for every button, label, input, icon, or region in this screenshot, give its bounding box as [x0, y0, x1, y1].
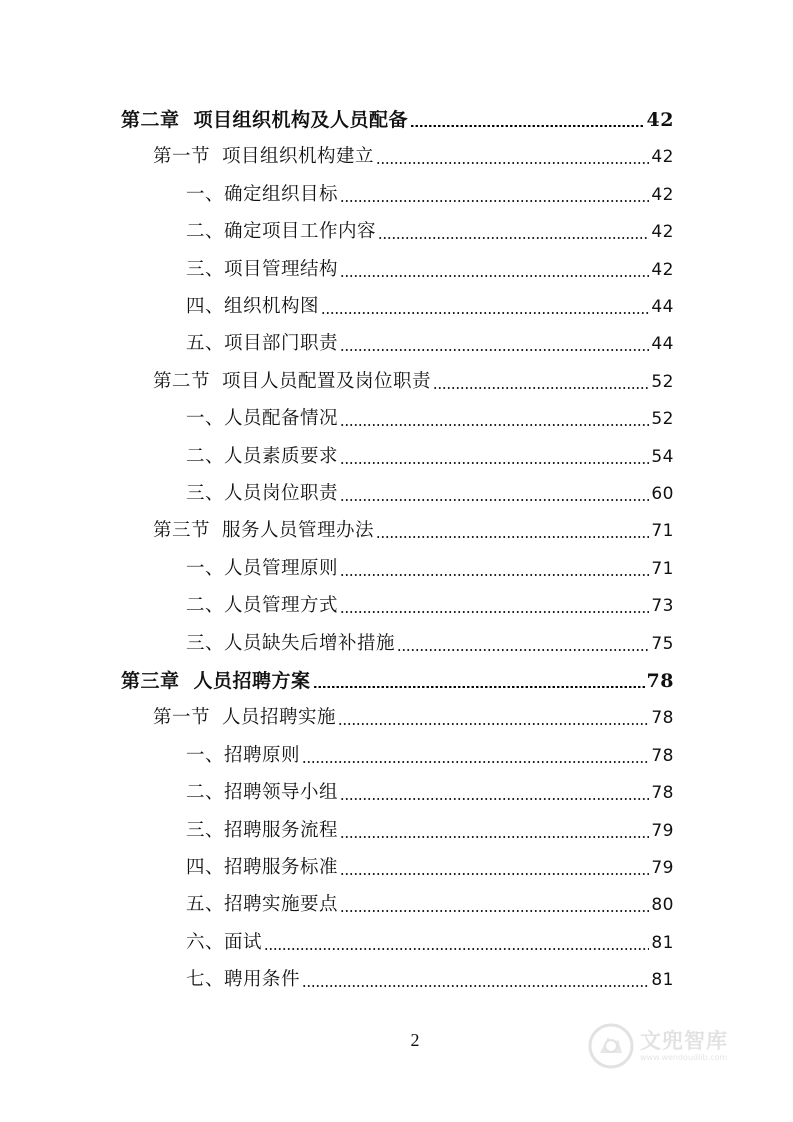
- toc-entry-chapter[interactable]: [121, 102, 674, 132]
- toc-entry-title: [186, 632, 395, 656]
- toc-entry-title: [186, 856, 338, 880]
- toc-entry-title: [186, 931, 262, 955]
- toc-entry-text: 项目组织机构及人员配备: [193, 109, 409, 131]
- toc-entry-page: 54: [651, 446, 674, 467]
- toc-entry-title: [186, 893, 338, 917]
- toc-entry-text: 项目人员配置及岗位职责: [222, 370, 432, 392]
- toc-dot-leader: [340, 798, 649, 800]
- page-number: 2: [410, 1030, 420, 1050]
- toc-entry-number: 第一节: [153, 707, 211, 729]
- toc-entry-number: 第一节: [153, 146, 211, 168]
- toc-dot-leader: [340, 611, 649, 613]
- toc-entry-text: 一、招聘原则: [186, 744, 301, 766]
- toc-entry-item[interactable]: [186, 401, 674, 431]
- toc-entry-page: 42: [646, 109, 674, 131]
- toc-entry-item[interactable]: [186, 962, 674, 992]
- toc-dot-leader: [340, 275, 649, 277]
- toc-entry-title: [186, 557, 338, 581]
- toc-entry-text: 项目组织机构建立: [222, 146, 375, 168]
- toc-dot-leader: [433, 387, 649, 389]
- toc-dot-leader: [340, 462, 649, 464]
- toc-entry-page: 81: [651, 932, 674, 953]
- toc-entry-title: [186, 482, 338, 506]
- toc-entry-title: [186, 295, 319, 319]
- toc-entry-page: 78: [651, 783, 674, 804]
- toc-entry-text: 三、人员缺失后增补措施: [186, 632, 396, 654]
- toc-entry-text: 五、招聘实施要点: [186, 894, 339, 916]
- toc-entry-page: 78: [651, 745, 674, 766]
- toc-entry-title: [186, 445, 338, 469]
- toc-dot-leader: [340, 836, 649, 838]
- toc-entry-page: 78: [646, 670, 674, 692]
- toc-entry-text: 四、招聘服务标准: [186, 857, 339, 878]
- toc-entry-page: 71: [651, 558, 674, 579]
- toc-entry-page: 75: [651, 633, 674, 654]
- toc-dot-leader: [302, 761, 649, 763]
- toc-dot-leader: [376, 536, 649, 538]
- toc-dot-leader: [340, 499, 649, 501]
- toc-entry-text: 一、确定组织目标: [186, 183, 339, 205]
- toc-entry-text: 二、招聘领导小组: [186, 782, 339, 804]
- toc-dot-leader: [302, 985, 649, 987]
- toc-entry-text: 一、人员管理原则: [186, 557, 339, 579]
- toc-entry-number: 第二节: [153, 370, 211, 392]
- toc-entry-item[interactable]: [186, 850, 674, 880]
- toc-entry-page: 71: [651, 521, 674, 542]
- toc-dot-leader: [340, 200, 649, 202]
- toc-dot-leader: [340, 910, 649, 912]
- toc-entry-title: [186, 781, 338, 805]
- toc-entry-title: [186, 407, 338, 431]
- toc-entry-title: [121, 108, 408, 132]
- toc-entry-text: 五、项目部门职责: [186, 333, 339, 355]
- toc-entry-item[interactable]: [186, 775, 674, 805]
- toc-dot-leader: [340, 574, 649, 576]
- toc-entry-page: 42: [651, 184, 674, 205]
- toc-entry-text: 四、组织机构图: [186, 296, 320, 317]
- toc-dot-leader: [397, 649, 649, 651]
- toc-entry-page: 42: [651, 147, 674, 168]
- toc-entry-title: [153, 370, 431, 394]
- toc-entry-text: 二、人员管理方式: [186, 595, 339, 617]
- toc-entry-text: 三、项目管理结构: [186, 258, 339, 280]
- toc-entry-title: [186, 968, 300, 992]
- toc-entry-page: 44: [651, 334, 674, 355]
- toc-entry-page: 78: [651, 708, 674, 729]
- toc-entry-text: 七、聘用条件: [186, 969, 301, 991]
- toc-dot-leader: [340, 349, 649, 351]
- toc-entry-item[interactable]: [186, 439, 674, 469]
- watermark-url: www.wendoudlib.com: [640, 1053, 728, 1062]
- toc-dot-leader: [321, 312, 649, 314]
- toc-entry-section[interactable]: [153, 513, 674, 543]
- toc-entry-page: 73: [651, 596, 674, 617]
- watermark: [588, 1018, 758, 1074]
- toc-entry-page: 79: [651, 858, 674, 878]
- toc-entry-item[interactable]: [186, 252, 674, 282]
- toc-entry-text: 人员招聘方案: [193, 670, 311, 692]
- toc-entry-title: [186, 183, 338, 207]
- toc-entry-title: [186, 744, 300, 768]
- toc-entry-text: 一、人员配备情况: [186, 408, 339, 430]
- toc-entry-item[interactable]: [186, 551, 674, 581]
- toc-entry-item[interactable]: [186, 326, 674, 356]
- toc-entry-title: [186, 332, 338, 356]
- toc-entry-item[interactable]: [186, 476, 674, 506]
- toc-dot-leader: [340, 873, 649, 875]
- toc-entry-item[interactable]: [186, 813, 674, 843]
- toc-entry-item[interactable]: [186, 588, 674, 618]
- toc-entry-section[interactable]: [153, 700, 674, 730]
- toc-entry-text: 二、确定项目工作内容: [186, 221, 377, 243]
- toc-entry-title: [186, 220, 376, 244]
- toc-entry-item[interactable]: [186, 289, 674, 319]
- toc-entry-page: 79: [651, 820, 674, 841]
- toc-entry-item[interactable]: [186, 177, 674, 207]
- toc-dot-leader: [264, 948, 649, 950]
- toc-entry-page: 81: [651, 970, 674, 991]
- toc-dot-leader: [378, 237, 649, 239]
- toc-dot-leader: [376, 162, 649, 164]
- toc-entry-title: [121, 669, 311, 693]
- toc-entry-page: 60: [651, 484, 674, 504]
- toc-entry-number: 第三节: [153, 520, 211, 542]
- toc-dot-leader: [410, 124, 645, 127]
- toc-entry-text: 服务人员管理办法: [222, 520, 375, 542]
- toc-dot-leader: [338, 723, 649, 725]
- toc-entry-page: 42: [651, 259, 674, 280]
- toc-dot-leader: [313, 685, 645, 688]
- toc-entry-title: [153, 706, 336, 730]
- toc-entry-item[interactable]: [186, 887, 674, 917]
- wendou-logo-icon: [588, 1023, 634, 1069]
- toc-entry-title: [186, 594, 338, 618]
- toc-entry-title: [186, 819, 338, 843]
- toc-entry-page: 42: [651, 222, 674, 243]
- toc-entry-section[interactable]: [153, 364, 674, 394]
- toc-entry-item[interactable]: [186, 738, 674, 768]
- toc-entry-chapter[interactable]: [121, 663, 674, 693]
- toc-entry-number: 第二章: [121, 109, 180, 131]
- toc-entry-page: 52: [651, 409, 674, 430]
- toc-dot-leader: [340, 424, 649, 426]
- toc-entry-page: 80: [651, 895, 674, 916]
- toc-entry-title: [153, 519, 374, 543]
- toc-entry-item[interactable]: [186, 626, 674, 656]
- toc-entry-item[interactable]: [186, 925, 674, 955]
- toc-entry-item[interactable]: [186, 214, 674, 244]
- toc-entry-text: 三、招聘服务流程: [186, 819, 339, 841]
- toc-entry-page: 44: [651, 297, 674, 317]
- toc-entry-text: 六、面试: [186, 931, 263, 953]
- toc-entry-text: 二、人员素质要求: [186, 445, 339, 467]
- toc-entry-page: 52: [651, 371, 674, 392]
- toc-entry-text: 人员招聘实施: [222, 707, 337, 729]
- toc-entry-text: 三、人员岗位职责: [186, 483, 339, 504]
- watermark-name: 文兜智库: [640, 1029, 728, 1053]
- toc-entry-section[interactable]: [153, 139, 674, 169]
- toc-entry-number: 第三章: [121, 670, 180, 692]
- toc-entry-title: [186, 258, 338, 282]
- toc-entry-title: [153, 145, 374, 169]
